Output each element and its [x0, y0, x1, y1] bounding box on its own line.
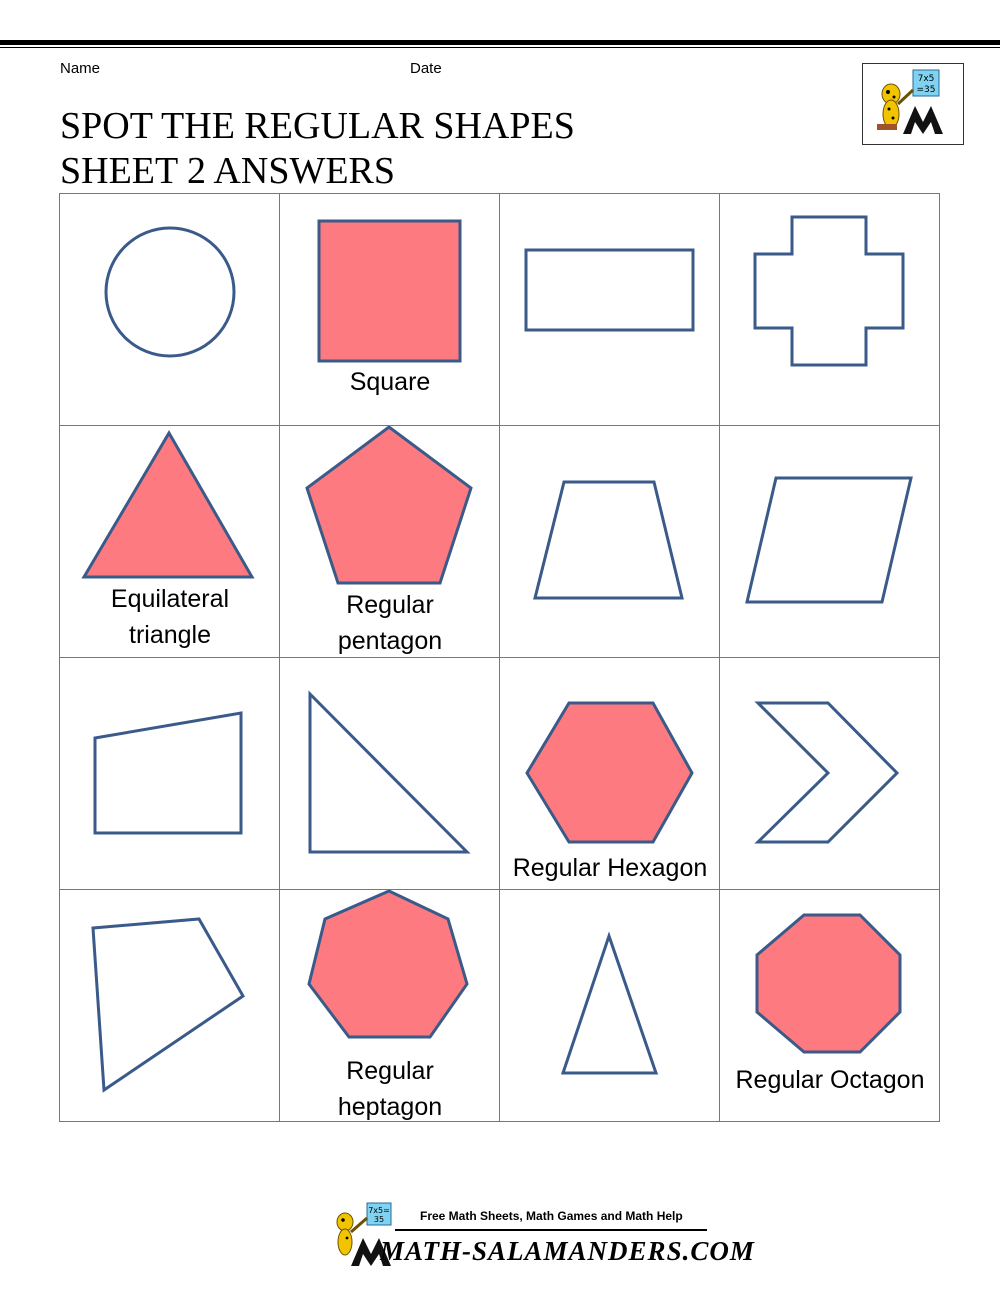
- trapezium-shape: [535, 482, 682, 598]
- shape-label-line: triangle: [129, 621, 211, 649]
- shapes-grid: [59, 193, 940, 1122]
- irregular-quadrilateral-shape: [95, 713, 241, 833]
- footer-divider: [395, 1229, 707, 1231]
- name-label: Name: [60, 60, 101, 77]
- shape-cell: [60, 890, 280, 1122]
- shape-label: [280, 364, 500, 400]
- cross-shape: [755, 217, 903, 365]
- logo-badge-text-1: 7x5: [917, 74, 935, 84]
- shape-drawing: [60, 194, 280, 426]
- shape-label: [500, 850, 720, 886]
- shape-cell: [720, 194, 940, 426]
- shape-drawing: [720, 194, 940, 426]
- shape-drawing: [60, 890, 280, 1122]
- top-rule-thin: [0, 47, 1000, 48]
- isosceles-triangle-shape: [563, 936, 656, 1073]
- shape-cell: [280, 890, 500, 1122]
- square-shape: [319, 221, 460, 361]
- kite-quadrilateral-shape: [93, 919, 243, 1090]
- shape-drawing: [280, 658, 500, 890]
- regular-pentagon-shape: [307, 427, 471, 583]
- shape-label-line: Equilateral: [110, 585, 230, 613]
- shape-cell: [500, 890, 720, 1122]
- shape-label-line: heptagon: [337, 1093, 443, 1121]
- parallelogram-shape: [747, 478, 911, 602]
- footer-badge-text-1: 7x5=: [368, 1206, 390, 1215]
- shape-label-line: Regular Hexagon: [512, 854, 708, 882]
- shape-cell: [280, 658, 500, 890]
- page-title: [60, 104, 575, 194]
- shape-label-line: Regular Octagon: [735, 1066, 925, 1094]
- shape-drawing: [500, 426, 720, 658]
- regular-hexagon-shape: [527, 703, 692, 842]
- footer-badge-text-2: 35: [373, 1215, 385, 1224]
- grid-row: [60, 426, 940, 658]
- grid-row: [60, 658, 940, 890]
- shape-label-line: Square: [349, 368, 431, 396]
- shape-label-line: pentagon: [337, 627, 443, 655]
- shape-cell: [280, 426, 500, 658]
- shape-label-line: Regular: [346, 1057, 434, 1085]
- shape-cell: [500, 426, 720, 658]
- equilateral-triangle-shape: [84, 433, 252, 577]
- shape-cell: [60, 194, 280, 426]
- grid-row: [60, 890, 940, 1122]
- shape-cell: [60, 426, 280, 658]
- shape-label-line: Regular: [346, 591, 434, 619]
- shape-cell: [500, 194, 720, 426]
- title-line-1: SPOT THE REGULAR SHAPES: [60, 105, 575, 147]
- footer-tagline: Free Math Sheets, Math Games and Math Help: [420, 1209, 683, 1223]
- shape-cell: [720, 658, 940, 890]
- shape-label: [280, 1053, 500, 1125]
- shape-drawing: [720, 426, 940, 658]
- logo-badge-text-2: =35: [916, 85, 936, 95]
- top-rule: [0, 40, 1000, 45]
- shape-label: [60, 581, 280, 653]
- shape-cell: [500, 658, 720, 890]
- shape-label: [720, 1062, 940, 1098]
- shape-label: [280, 587, 500, 659]
- shape-cell: [720, 426, 940, 658]
- regular-heptagon-shape: [309, 891, 467, 1037]
- rectangle-shape: [526, 250, 693, 330]
- shape-drawing: [60, 658, 280, 890]
- circle-shape: [106, 228, 234, 356]
- chevron-shape: [758, 703, 897, 842]
- footer-brand: MATH-SALAMANDERS.COM: [380, 1236, 755, 1266]
- right-triangle-shape: [310, 694, 467, 852]
- shape-drawing: [500, 890, 720, 1122]
- salamander-logo-icon: [863, 64, 963, 144]
- shape-cell: [720, 890, 940, 1122]
- date-label: Date: [410, 60, 442, 77]
- grid-row: [60, 194, 940, 426]
- salamander-logo: [862, 63, 964, 145]
- shape-cell: [280, 194, 500, 426]
- shape-cell: [60, 658, 280, 890]
- shape-drawing: [500, 194, 720, 426]
- shape-drawing: [720, 658, 940, 890]
- regular-octagon-shape: [757, 915, 900, 1052]
- title-line-2: SHEET 2 ANSWERS: [60, 150, 396, 192]
